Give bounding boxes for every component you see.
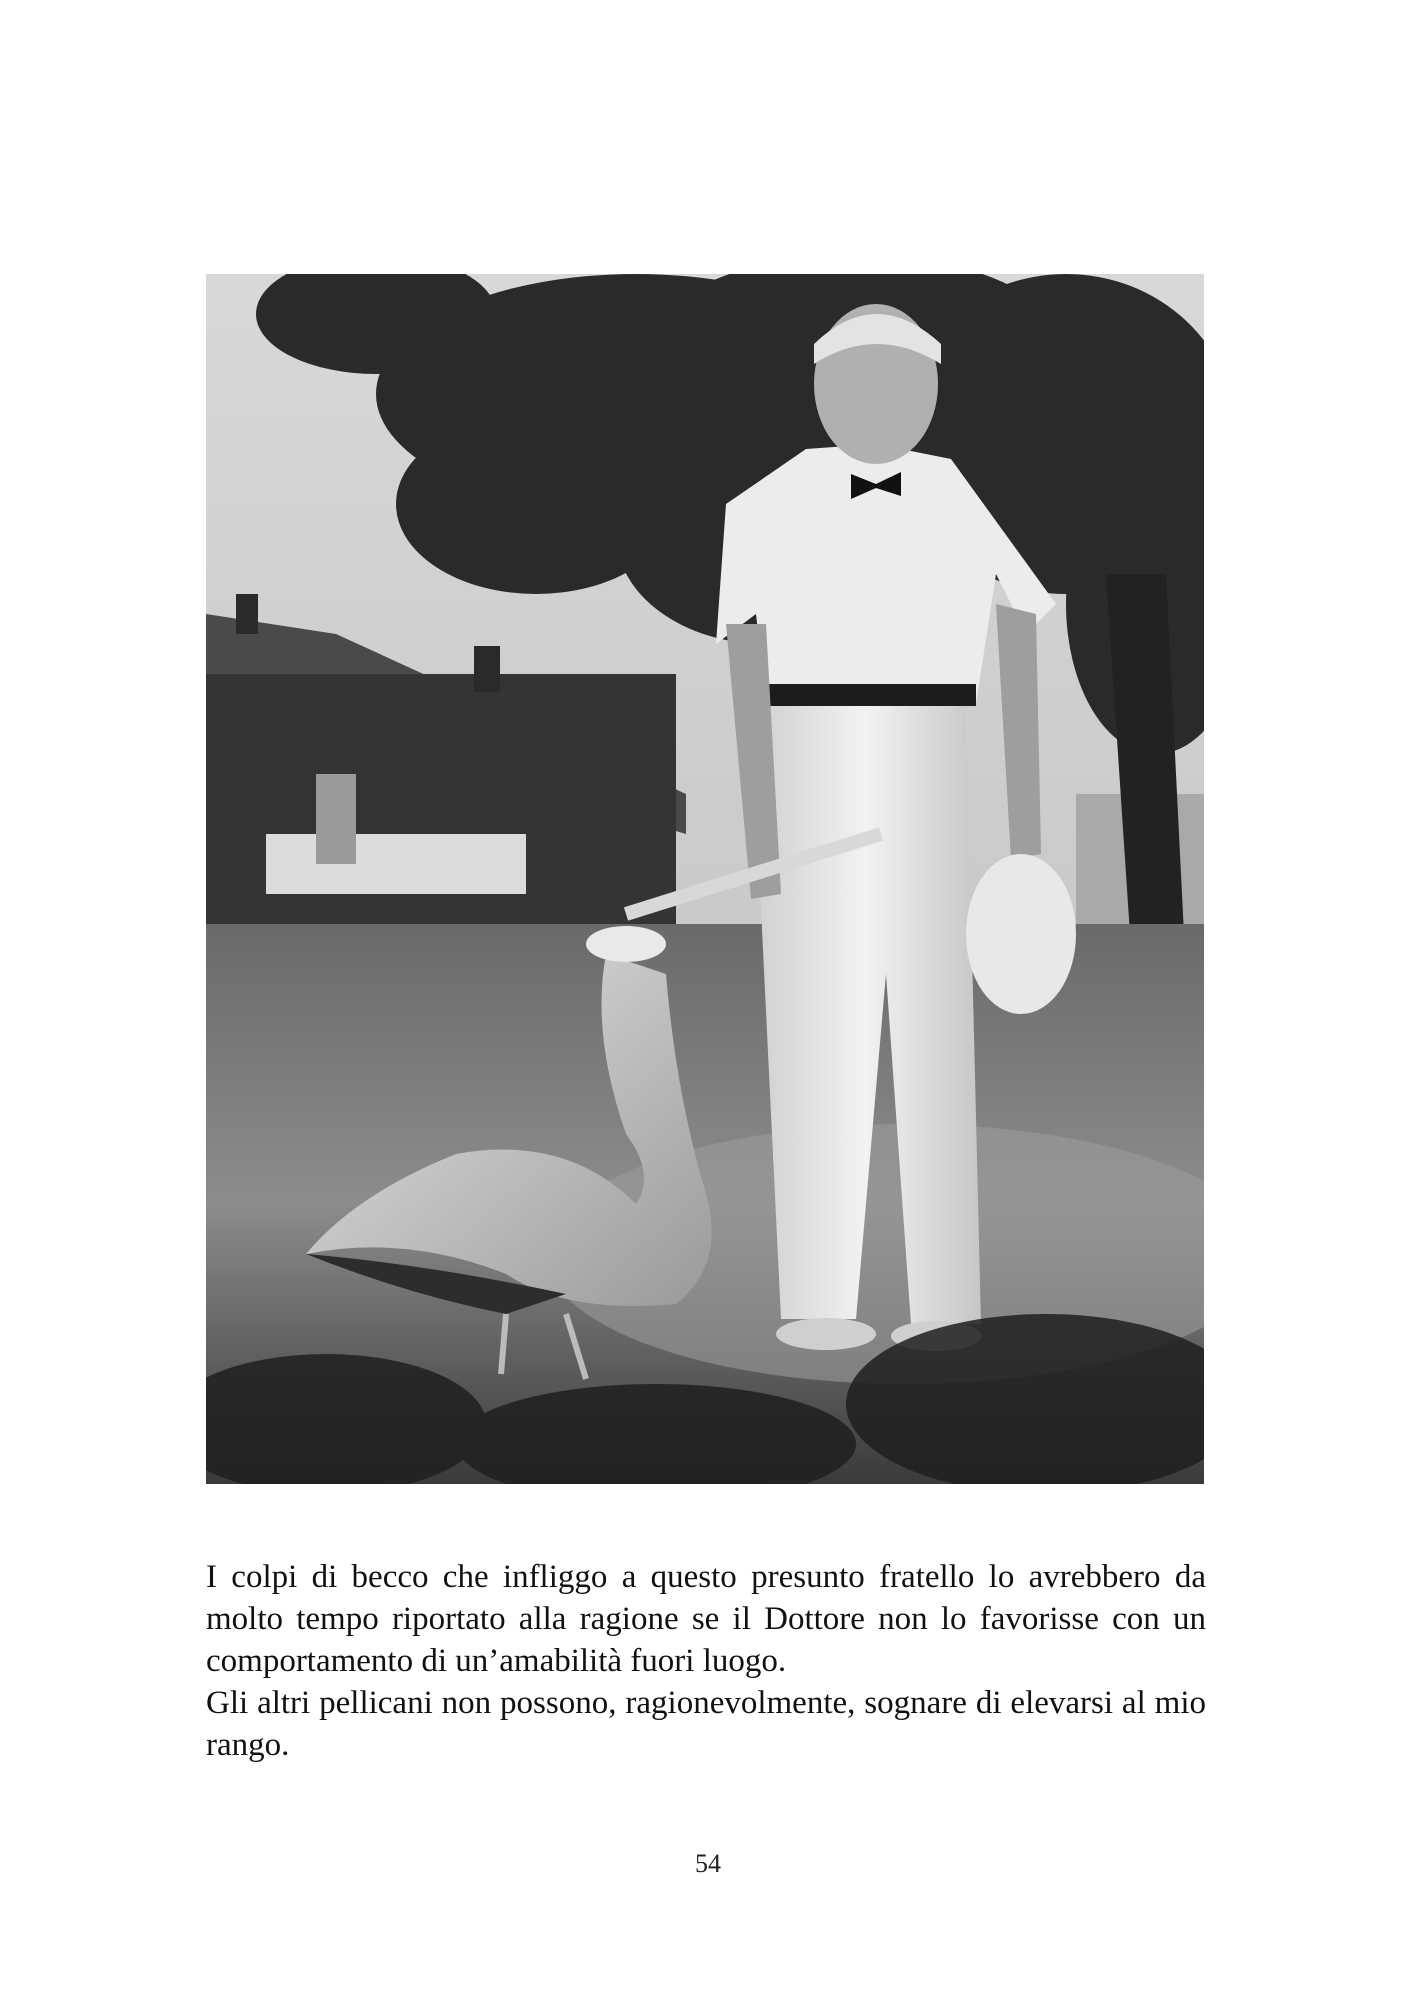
caption-paragraph-1: I colpi di becco che infliggo a questo presunto fratello lo avrebbero da molto tempo riportato alla ragione se il Dottore non lo favorisse con un comportamento di un’amabilità fuori luogo. — [206, 1559, 1206, 1679]
photograph — [206, 274, 1204, 1484]
page-number: 54 — [695, 1849, 721, 1878]
caption — [206, 1556, 1206, 1766]
caption-paragraph-2: Gli altri pellicani non possono, ragionevolmente, sognare di elevarsi al mio rango. — [206, 1685, 1206, 1763]
photo-illustration — [206, 274, 1204, 1484]
